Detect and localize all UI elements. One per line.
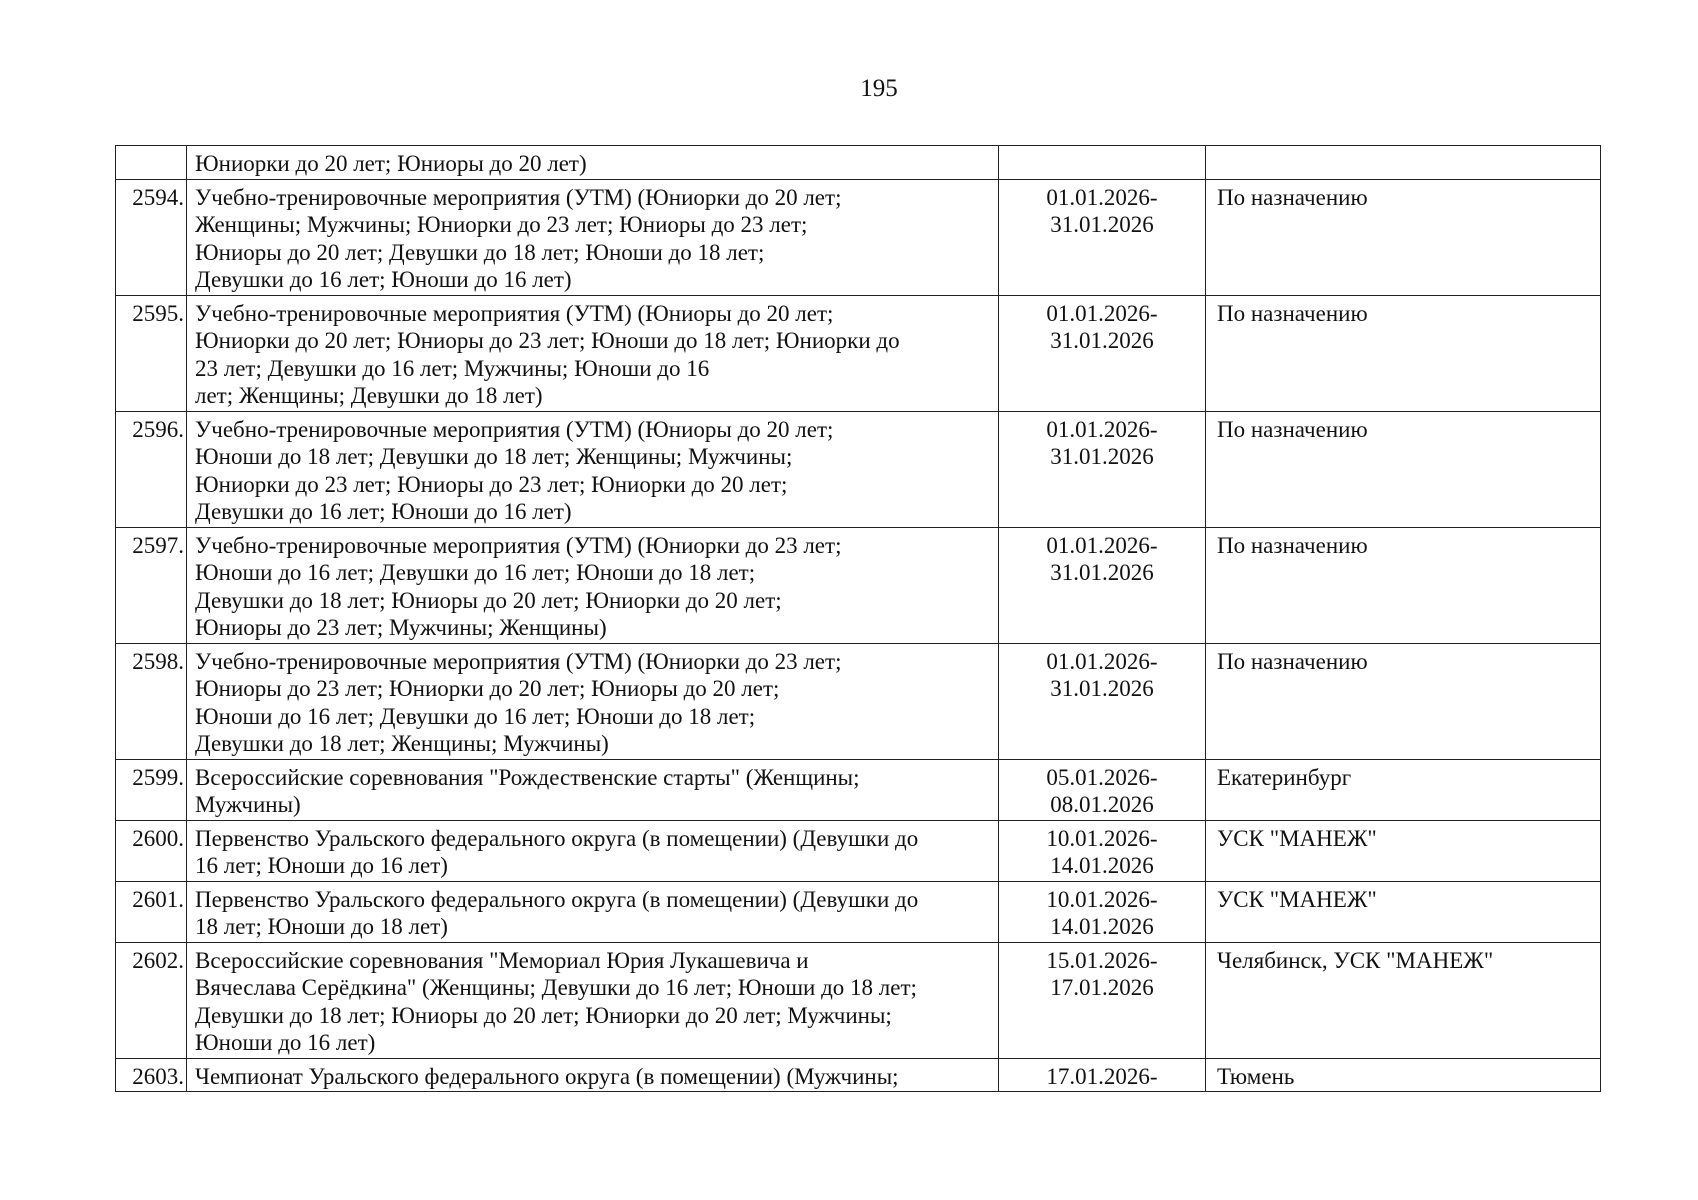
table-row bbox=[116, 820, 1601, 881]
event-place-cell: По назначению bbox=[1206, 295, 1601, 411]
table-row bbox=[116, 759, 1601, 820]
event-name-line: Юниоры до 23 лет; Мужчины; Женщины) bbox=[195, 615, 607, 640]
event-dates-cell bbox=[999, 146, 1206, 180]
event-dates-cell bbox=[999, 942, 1206, 1058]
event-date-line: 01.01.2026- bbox=[1046, 648, 1158, 674]
table-row bbox=[116, 527, 1601, 643]
event-name-cell bbox=[187, 295, 999, 411]
event-dates-cell bbox=[999, 411, 1206, 527]
event-dates-cell bbox=[999, 527, 1206, 643]
event-date-line: 31.01.2026 bbox=[1050, 676, 1154, 701]
events-table bbox=[115, 145, 1601, 1092]
event-name-line: Юниорки до 23 лет; Юниоры до 23 лет; Юниорки до 20 лет; bbox=[195, 471, 788, 497]
event-name-cell bbox=[187, 146, 999, 180]
event-name-line: 18 лет; Юноши до 18 лет) bbox=[195, 914, 448, 939]
event-name-line: Девушки до 18 лет; Юниоры до 20 лет; Юниорки до 20 лет; Мужчины; bbox=[195, 1002, 892, 1028]
table-row bbox=[116, 179, 1601, 295]
row-number: 2595. bbox=[116, 295, 187, 411]
event-name-cell bbox=[187, 881, 999, 942]
event-name-line: Женщины; Мужчины; Юниорки до 23 лет; Юниоры до 23 лет; bbox=[195, 212, 808, 237]
event-date-line: 14.01.2026 bbox=[1050, 853, 1154, 878]
row-number: 2601. bbox=[116, 881, 187, 942]
event-dates-cell bbox=[999, 820, 1206, 881]
event-date-line: 10.01.2026- bbox=[1046, 886, 1158, 912]
event-date-line: 01.01.2026- bbox=[1046, 532, 1158, 558]
row-number: 2602. bbox=[116, 942, 187, 1058]
event-name-line: Чемпионат Уральского федерального округа (в помещении) (Мужчины; bbox=[195, 1063, 899, 1089]
event-name-line: Девушки до 16 лет; Юноши до 16 лет) bbox=[195, 267, 572, 292]
event-name-line: Учебно-тренировочные мероприятия (УТМ) (Юниорки до 23 лет; bbox=[195, 648, 842, 674]
event-name-cell bbox=[187, 643, 999, 759]
event-name-cell bbox=[187, 942, 999, 1058]
event-place-cell: По назначению bbox=[1206, 643, 1601, 759]
events-table-body bbox=[116, 146, 1601, 1092]
event-name-line: Юноши до 16 лет; Девушки до 16 лет; Юноши до 18 лет; bbox=[195, 703, 756, 729]
event-dates-cell bbox=[999, 759, 1206, 820]
row-number: 2603. bbox=[116, 1058, 187, 1092]
event-place-cell: Челябинск, УСК "МАНЕЖ" bbox=[1206, 942, 1601, 1058]
event-dates-cell bbox=[999, 179, 1206, 295]
event-name-line: 16 лет; Юноши до 16 лет) bbox=[195, 853, 448, 878]
row-number bbox=[116, 146, 187, 180]
page-number: 195 bbox=[860, 75, 898, 102]
row-number: 2598. bbox=[116, 643, 187, 759]
event-name-line: Учебно-тренировочные мероприятия (УТМ) (Юниоры до 20 лет; bbox=[195, 416, 834, 442]
row-number: 2596. bbox=[116, 411, 187, 527]
event-name-line: Юноши до 16 лет) bbox=[195, 1030, 376, 1055]
row-number: 2600. bbox=[116, 820, 187, 881]
event-place-cell: По назначению bbox=[1206, 179, 1601, 295]
event-name-line: 23 лет; Девушки до 16 лет; Мужчины; Юноши до 16 bbox=[195, 355, 710, 381]
event-date-line: 17.01.2026 bbox=[1050, 975, 1154, 1000]
event-place-cell: УСК "МАНЕЖ" bbox=[1206, 820, 1601, 881]
row-number: 2594. bbox=[116, 179, 187, 295]
table-row bbox=[116, 1058, 1601, 1092]
event-name-line: Юниоры до 23 лет; Юниорки до 20 лет; Юниоры до 20 лет; bbox=[195, 676, 780, 701]
event-date-line: 10.01.2026- bbox=[1046, 825, 1158, 851]
event-date-line: 01.01.2026- bbox=[1046, 184, 1158, 210]
event-name-line: Юниорки до 20 лет; Юниоры до 23 лет; Юноши до 18 лет; Юниорки до bbox=[195, 328, 900, 353]
event-date-line: 31.01.2026 bbox=[1050, 212, 1154, 237]
event-name-line: Юниоры до 20 лет; Девушки до 18 лет; Юноши до 18 лет; bbox=[195, 239, 765, 265]
event-name-cell bbox=[187, 820, 999, 881]
event-date-line: 14.01.2026 bbox=[1050, 914, 1154, 939]
event-date-line: 08.01.2026 bbox=[1050, 792, 1154, 817]
event-place-cell: По назначению bbox=[1206, 527, 1601, 643]
event-place-cell: УСК "МАНЕЖ" bbox=[1206, 881, 1601, 942]
event-date-line: 17.01.2026- bbox=[1046, 1063, 1158, 1089]
event-date-line: 01.01.2026- bbox=[1046, 300, 1158, 326]
event-name-cell bbox=[187, 411, 999, 527]
event-dates-cell bbox=[999, 643, 1206, 759]
event-dates-cell bbox=[999, 1058, 1206, 1092]
event-name-line: лет; Женщины; Девушки до 18 лет) bbox=[195, 383, 543, 408]
event-place-cell: Екатеринбург bbox=[1206, 759, 1601, 820]
event-name-line: Всероссийские соревнования "Мемориал Юрия Лукашевича и bbox=[195, 947, 809, 973]
event-date-line: 31.01.2026 bbox=[1050, 560, 1154, 585]
event-name-line: Юниорки до 20 лет; Юниоры до 20 лет) bbox=[195, 151, 587, 176]
table-row bbox=[116, 295, 1601, 411]
event-name-line: Всероссийские соревнования "Рождественские старты" (Женщины; bbox=[195, 764, 860, 790]
event-name-line: Девушки до 16 лет; Юноши до 16 лет) bbox=[195, 499, 572, 524]
event-name-line: Юноши до 16 лет; Девушки до 16 лет; Юноши до 18 лет; bbox=[195, 560, 756, 585]
table-row bbox=[116, 146, 1601, 180]
event-name-line: Мужчины) bbox=[195, 792, 301, 817]
event-name-line: Учебно-тренировочные мероприятия (УТМ) (Юниоры до 20 лет; bbox=[195, 300, 834, 326]
event-name-line: Девушки до 18 лет; Женщины; Мужчины) bbox=[195, 731, 609, 756]
event-date-line: 01.01.2026- bbox=[1046, 416, 1158, 442]
event-name-line: Вячеслава Серёдкина" (Женщины; Девушки до 16 лет; Юноши до 18 лет; bbox=[195, 975, 917, 1000]
event-date-line: 15.01.2026- bbox=[1046, 947, 1158, 973]
table-row bbox=[116, 881, 1601, 942]
event-date-line: 05.01.2026- bbox=[1046, 764, 1158, 790]
event-name-line: Учебно-тренировочные мероприятия (УТМ) (Юниорки до 23 лет; bbox=[195, 532, 842, 558]
event-name-line: Девушки до 18 лет; Юниоры до 20 лет; Юниорки до 20 лет; bbox=[195, 587, 782, 613]
event-place-cell: Тюмень bbox=[1206, 1058, 1601, 1092]
event-name-line: Первенство Уральского федерального округа (в помещении) (Девушки до bbox=[195, 886, 919, 912]
event-dates-cell bbox=[999, 295, 1206, 411]
event-date-line: 31.01.2026 bbox=[1050, 444, 1154, 469]
table-row bbox=[116, 942, 1601, 1058]
event-name-cell bbox=[187, 1058, 999, 1092]
event-name-line: Юноши до 18 лет; Девушки до 18 лет; Женщины; Мужчины; bbox=[195, 444, 793, 469]
event-place-cell bbox=[1206, 146, 1601, 180]
row-number: 2597. bbox=[116, 527, 187, 643]
event-name-cell bbox=[187, 179, 999, 295]
table-row bbox=[116, 411, 1601, 527]
event-name-cell bbox=[187, 527, 999, 643]
row-number: 2599. bbox=[116, 759, 187, 820]
event-place-cell: По назначению bbox=[1206, 411, 1601, 527]
table-row bbox=[116, 643, 1601, 759]
event-name-line: Учебно-тренировочные мероприятия (УТМ) (Юниорки до 20 лет; bbox=[195, 184, 842, 210]
event-date-line: 31.01.2026 bbox=[1050, 328, 1154, 353]
event-name-line: Первенство Уральского федерального округа (в помещении) (Девушки до bbox=[195, 825, 919, 851]
event-name-cell bbox=[187, 759, 999, 820]
event-dates-cell bbox=[999, 881, 1206, 942]
